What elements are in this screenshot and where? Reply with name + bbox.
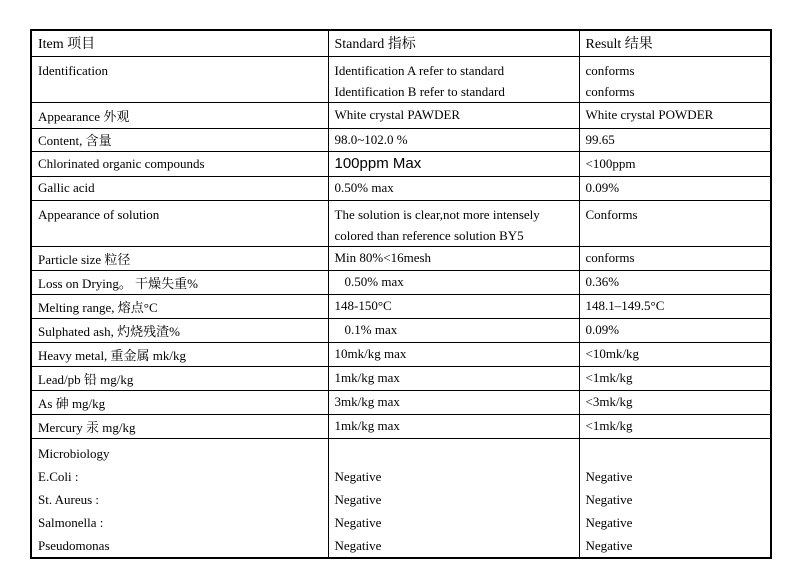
standard-line <box>335 442 573 465</box>
standard-cell: 0.50% max <box>328 270 579 294</box>
header-standard: Standard 指标 <box>328 30 579 56</box>
result-cell: 0.09% <box>579 318 771 342</box>
table-row-lead <box>31 366 771 390</box>
standard-cell: 1mk/kg max <box>328 414 579 438</box>
result-cell <box>579 56 771 102</box>
table-row-microbiology <box>31 438 771 558</box>
item-line: Microbiology <box>38 445 110 461</box>
table-row-chlorinated-organic-compounds <box>31 151 771 176</box>
standard-cell: 3mk/kg max <box>328 390 579 414</box>
result-cell: <100ppm <box>579 151 771 176</box>
item-line: E.Coli : <box>38 468 79 484</box>
result-line: Negative <box>585 468 633 484</box>
item-cell: As 砷 mg/kg <box>31 390 328 414</box>
result-line <box>586 442 765 465</box>
result-line: conforms <box>585 83 635 99</box>
table-row-appearance <box>31 102 771 128</box>
item-cell: Heavy metal, 重金属 mk/kg <box>31 342 328 366</box>
standard-line: Negative <box>334 537 382 553</box>
standard-cell: 10mk/kg max <box>328 342 579 366</box>
header-row <box>31 30 771 56</box>
standard-cell <box>328 56 579 102</box>
result-line: Negative <box>585 537 633 553</box>
standard-cell: 148-150°C <box>328 294 579 318</box>
table-row-heavy-metal <box>31 342 771 366</box>
item-line: Pseudomonas <box>38 537 110 553</box>
standard-cell: Min 80%<16mesh <box>328 246 579 270</box>
result-cell <box>579 438 771 558</box>
coa-table <box>30 29 772 559</box>
result-cell: <1mk/kg <box>579 366 771 390</box>
standard-line: Identification A refer to standard <box>334 62 505 78</box>
result-cell <box>579 200 771 246</box>
table-row-content <box>31 128 771 151</box>
item-cell: Chlorinated organic compounds <box>31 151 328 176</box>
table-row-mercury <box>31 414 771 438</box>
result-cell: <10mk/kg <box>579 342 771 366</box>
result-cell: 148.1–149.5°C <box>579 294 771 318</box>
result-cell: 99.65 <box>579 128 771 151</box>
item-cell: Sulphated ash, 灼烧残渣% <box>31 318 328 342</box>
standard-cell: 0.50% max <box>328 176 579 200</box>
item-cell: Content, 含量 <box>31 128 328 151</box>
standard-line: Negative <box>334 514 382 530</box>
standard-cell: 1mk/kg max <box>328 366 579 390</box>
table-row-melting-range <box>31 294 771 318</box>
standard-line: colored than reference solution BY5 <box>334 227 524 243</box>
standard-line: Identification B refer to standard <box>334 83 505 99</box>
standard-cell <box>328 438 579 558</box>
result-cell: <1mk/kg <box>579 414 771 438</box>
header-item: Item 项目 <box>31 30 328 56</box>
item-cell: Loss on Drying。 干燥失重% <box>31 270 328 294</box>
result-line: Conforms <box>585 206 638 222</box>
item-cell: Gallic acid <box>31 176 328 200</box>
standard-line: The solution is clear,not more intensely <box>334 206 540 222</box>
standard-line: Negative <box>334 491 382 507</box>
table-row-sulphated-ash <box>31 318 771 342</box>
item-cell: Appearance 外观 <box>31 102 328 128</box>
item-cell <box>31 200 328 246</box>
result-cell: <3mk/kg <box>579 390 771 414</box>
item-cell <box>31 438 328 558</box>
item-line: St. Aureus : <box>38 491 100 507</box>
standard-cell: 0.1% max <box>328 318 579 342</box>
standard-cell: 100ppm Max <box>328 151 579 176</box>
table-row-loss-on-drying <box>31 270 771 294</box>
table-row-particle-size <box>31 246 771 270</box>
header-result: Result 结果 <box>579 30 771 56</box>
result-line: Negative <box>585 491 633 507</box>
item-cell: Melting range, 熔点°C <box>31 294 328 318</box>
result-line: conforms <box>585 62 635 78</box>
item-cell: Mercury 汞 mg/kg <box>31 414 328 438</box>
table-row-identification <box>31 56 771 102</box>
table-row-arsenic <box>31 390 771 414</box>
item-label: Appearance of solution <box>38 206 160 222</box>
item-cell: Particle size 粒径 <box>31 246 328 270</box>
standard-cell <box>328 200 579 246</box>
result-cell: conforms <box>579 246 771 270</box>
result-cell: 0.09% <box>579 176 771 200</box>
item-cell <box>31 56 328 102</box>
standard-cell: 98.0~102.0 % <box>328 128 579 151</box>
result-line: Negative <box>585 514 633 530</box>
result-cell: White crystal POWDER <box>579 102 771 128</box>
table-row-gallic-acid <box>31 176 771 200</box>
standard-cell: White crystal PAWDER <box>328 102 579 128</box>
table-row-appearance-of-solution <box>31 200 771 246</box>
standard-line: Negative <box>334 468 382 484</box>
result-cell: 0.36% <box>579 270 771 294</box>
item-label: Identification <box>38 62 109 78</box>
item-cell: Lead/pb 铅 mg/kg <box>31 366 328 390</box>
item-line: Salmonella : <box>38 514 104 530</box>
